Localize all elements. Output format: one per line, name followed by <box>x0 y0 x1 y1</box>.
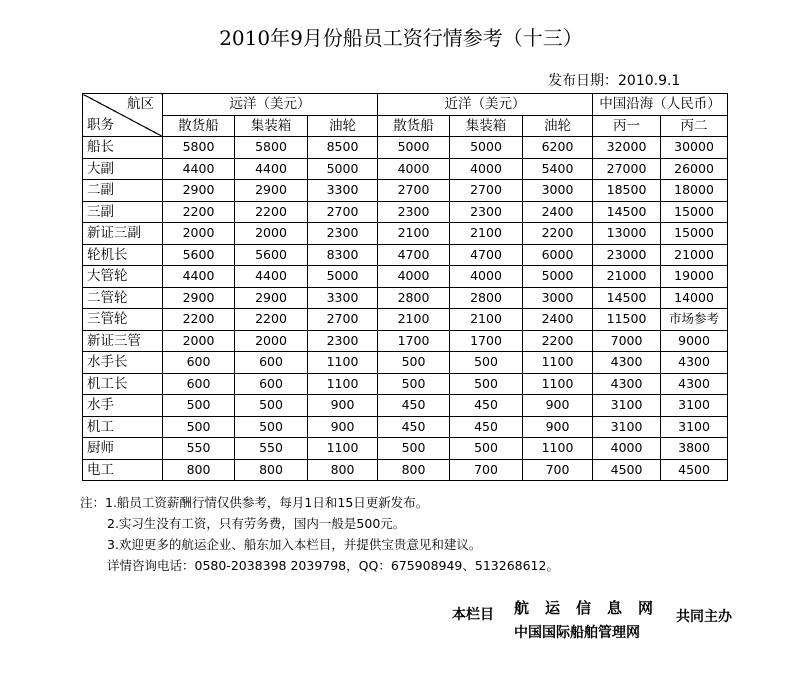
salary-cell: 14500 <box>593 201 661 223</box>
salary-cell: 900 <box>523 395 593 417</box>
salary-cell: 19000 <box>661 266 728 288</box>
salary-cell: 3100 <box>593 395 661 417</box>
salary-cell: 500 <box>163 395 235 417</box>
salary-cell: 4000 <box>450 266 523 288</box>
salary-cell: 1100 <box>523 373 593 395</box>
table-row <box>83 266 728 288</box>
salary-cell: 3300 <box>308 180 378 202</box>
role-cell: 二管轮 <box>83 287 163 309</box>
role-cell: 机工长 <box>83 373 163 395</box>
salary-cell: 8500 <box>308 137 378 159</box>
role-cell: 厨师 <box>83 438 163 460</box>
table-row <box>83 201 728 223</box>
role-cell: 水手 <box>83 395 163 417</box>
corner-header-cell <box>83 94 163 137</box>
salary-cell: 4000 <box>378 158 450 180</box>
salary-cell: 2700 <box>308 201 378 223</box>
salary-cell: 4300 <box>593 352 661 374</box>
salary-cell: 4000 <box>593 438 661 460</box>
salary-cell: 32000 <box>593 137 661 159</box>
salary-cell: 500 <box>450 373 523 395</box>
table-row <box>83 416 728 438</box>
salary-cell: 8300 <box>308 244 378 266</box>
salary-cell: 1700 <box>378 330 450 352</box>
salary-cell: 2000 <box>235 330 308 352</box>
salary-cell: 4400 <box>235 266 308 288</box>
subheader-cell: 油轮 <box>308 115 378 137</box>
salary-cell: 11500 <box>593 309 661 331</box>
table-row <box>83 287 728 309</box>
salary-cell: 15000 <box>661 201 728 223</box>
salary-cell: 2000 <box>235 223 308 245</box>
subheader-cell: 丙一 <box>593 115 661 137</box>
salary-cell: 2100 <box>450 223 523 245</box>
salary-cell: 2900 <box>235 287 308 309</box>
salary-cell: 30000 <box>661 137 728 159</box>
salary-cell: 800 <box>308 459 378 481</box>
salary-cell: 2400 <box>523 201 593 223</box>
table-row <box>83 158 728 180</box>
salary-cell: 5800 <box>163 137 235 159</box>
salary-cell: 3000 <box>523 180 593 202</box>
salary-cell: 3100 <box>661 416 728 438</box>
salary-cell: 500 <box>235 416 308 438</box>
salary-cell: 900 <box>308 395 378 417</box>
salary-cell: 2200 <box>235 201 308 223</box>
role-cell: 电工 <box>83 459 163 481</box>
salary-cell: 1100 <box>523 438 593 460</box>
salary-cell: 15000 <box>661 223 728 245</box>
salary-cell: 7000 <box>593 330 661 352</box>
salary-cell: 6000 <box>523 244 593 266</box>
role-cell: 轮机长 <box>83 244 163 266</box>
signature-org-1: 航运信息网 <box>514 599 670 617</box>
table-row <box>83 373 728 395</box>
role-cell: 新证三管 <box>83 330 163 352</box>
salary-cell: 2800 <box>450 287 523 309</box>
group-header-nearsea: 近洋（美元） <box>378 94 593 116</box>
signature-prefix: 本栏目 <box>452 607 494 623</box>
group-header-ocean: 远洋（美元） <box>163 94 378 116</box>
publish-date: 发布日期：2010.9.1 <box>548 73 681 89</box>
salary-cell: 2100 <box>378 223 450 245</box>
role-cell: 水手长 <box>83 352 163 374</box>
group-header-coastal: 中国沿海（人民币） <box>593 94 728 116</box>
salary-cell: 1100 <box>308 438 378 460</box>
salary-cell: 600 <box>235 352 308 374</box>
page-title: 2010年9月份船员工资行情参考（十三） <box>219 26 583 50</box>
role-cell: 机工 <box>83 416 163 438</box>
salary-cell: 6200 <box>523 137 593 159</box>
notes <box>80 492 559 576</box>
salary-cell: 500 <box>235 395 308 417</box>
salary-cell: 4300 <box>593 373 661 395</box>
salary-cell: 600 <box>163 352 235 374</box>
role-cell: 大副 <box>83 158 163 180</box>
salary-cell: 2300 <box>450 201 523 223</box>
salary-cell: 27000 <box>593 158 661 180</box>
salary-cell: 14000 <box>661 287 728 309</box>
role-cell: 新证三副 <box>83 223 163 245</box>
salary-table <box>82 93 728 481</box>
role-cell: 船长 <box>83 137 163 159</box>
table-row <box>83 309 728 331</box>
salary-cell: 2200 <box>523 330 593 352</box>
salary-cell: 2200 <box>523 223 593 245</box>
salary-cell: 3100 <box>661 395 728 417</box>
salary-cell: 2200 <box>235 309 308 331</box>
salary-cell: 2200 <box>163 309 235 331</box>
salary-cell: 5000 <box>378 137 450 159</box>
salary-cell: 5000 <box>308 158 378 180</box>
salary-cell: 3800 <box>661 438 728 460</box>
salary-cell: 500 <box>378 352 450 374</box>
salary-cell: 2000 <box>163 223 235 245</box>
subheader-cell: 集装箱 <box>235 115 308 137</box>
corner-header-region: 航区 <box>127 96 154 112</box>
salary-cell: 450 <box>378 395 450 417</box>
salary-cell: 2000 <box>163 330 235 352</box>
salary-cell: 2200 <box>163 201 235 223</box>
salary-cell: 5000 <box>523 266 593 288</box>
table-group-header-row <box>83 94 728 116</box>
salary-cell: 550 <box>235 438 308 460</box>
salary-cell: 3300 <box>308 287 378 309</box>
salary-cell: 18500 <box>593 180 661 202</box>
salary-cell: 4000 <box>378 266 450 288</box>
salary-cell: 23000 <box>593 244 661 266</box>
salary-cell: 500 <box>378 438 450 460</box>
salary-cell: 4000 <box>450 158 523 180</box>
salary-cell: 2700 <box>450 180 523 202</box>
subheader-cell: 散货船 <box>163 115 235 137</box>
salary-cell: 4400 <box>235 158 308 180</box>
table-subheader-row <box>83 115 728 137</box>
salary-cell: 1700 <box>450 330 523 352</box>
salary-cell: 5600 <box>235 244 308 266</box>
role-cell: 三副 <box>83 201 163 223</box>
salary-cell: 2900 <box>235 180 308 202</box>
salary-cell: 600 <box>163 373 235 395</box>
salary-cell: 1100 <box>308 373 378 395</box>
role-cell: 大管轮 <box>83 266 163 288</box>
salary-cell: 2100 <box>450 309 523 331</box>
table-row <box>83 459 728 481</box>
table-row <box>83 244 728 266</box>
salary-cell: 450 <box>378 416 450 438</box>
salary-cell: 4300 <box>661 373 728 395</box>
subheader-cell: 集装箱 <box>450 115 523 137</box>
signature-suffix: 共同主办 <box>676 609 732 625</box>
table-row <box>83 395 728 417</box>
salary-cell: 4700 <box>378 244 450 266</box>
salary-cell: 500 <box>163 416 235 438</box>
salary-cell: 700 <box>450 459 523 481</box>
table-row <box>83 352 728 374</box>
salary-cell: 1100 <box>308 352 378 374</box>
salary-cell: 900 <box>308 416 378 438</box>
salary-cell: 3100 <box>593 416 661 438</box>
salary-cell: 500 <box>450 438 523 460</box>
table-row <box>83 180 728 202</box>
note-line: 2.实习生没有工资，只有劳务费，国内一般是500元。 <box>107 516 406 531</box>
salary-cell: 2300 <box>308 330 378 352</box>
salary-cell: 2400 <box>523 309 593 331</box>
salary-cell: 500 <box>378 373 450 395</box>
salary-cell: 4400 <box>163 158 235 180</box>
salary-cell: 550 <box>163 438 235 460</box>
salary-cell: 3000 <box>523 287 593 309</box>
salary-cell: 4500 <box>593 459 661 481</box>
salary-cell: 4700 <box>450 244 523 266</box>
salary-cell: 900 <box>523 416 593 438</box>
salary-cell: 21000 <box>593 266 661 288</box>
salary-cell: 26000 <box>661 158 728 180</box>
salary-cell: 4400 <box>163 266 235 288</box>
salary-cell: 21000 <box>661 244 728 266</box>
salary-cell: 4300 <box>661 352 728 374</box>
salary-cell: 5800 <box>235 137 308 159</box>
table-row <box>83 137 728 159</box>
salary-cell: 2300 <box>308 223 378 245</box>
salary-cell: 18000 <box>661 180 728 202</box>
salary-cell: 9000 <box>661 330 728 352</box>
salary-cell: 1100 <box>523 352 593 374</box>
role-cell: 三管轮 <box>83 309 163 331</box>
salary-cell: 2900 <box>163 180 235 202</box>
note-line: 3.欢迎更多的航运企业、船东加入本栏目，并提供宝贵意见和建议。 <box>107 537 482 552</box>
subheader-cell: 散货船 <box>378 115 450 137</box>
table-row <box>83 223 728 245</box>
salary-cell: 2700 <box>378 180 450 202</box>
salary-cell: 600 <box>235 373 308 395</box>
table-row <box>83 438 728 460</box>
salary-cell: 13000 <box>593 223 661 245</box>
salary-cell: 450 <box>450 395 523 417</box>
salary-cell: 800 <box>235 459 308 481</box>
corner-header-role: 职务 <box>87 117 114 133</box>
salary-cell: 2700 <box>308 309 378 331</box>
salary-cell: 5600 <box>163 244 235 266</box>
subheader-cell: 油轮 <box>523 115 593 137</box>
salary-cell: 2800 <box>378 287 450 309</box>
note-line: 注：1.船员工资薪酬行情仅供参考，每月1日和15日更新发布。 <box>80 495 429 510</box>
salary-cell: 800 <box>163 459 235 481</box>
salary-cell: 4500 <box>661 459 728 481</box>
salary-cell: 市场参考 <box>661 309 728 331</box>
salary-cell: 450 <box>450 416 523 438</box>
table-row <box>83 330 728 352</box>
salary-cell: 14500 <box>593 287 661 309</box>
salary-cell: 2300 <box>378 201 450 223</box>
salary-cell: 2100 <box>378 309 450 331</box>
role-cell: 二副 <box>83 180 163 202</box>
salary-cell: 5000 <box>308 266 378 288</box>
signature-org-2: 中国国际船舶管理网 <box>514 625 640 641</box>
salary-cell: 5400 <box>523 158 593 180</box>
salary-cell: 800 <box>378 459 450 481</box>
salary-cell: 5000 <box>450 137 523 159</box>
salary-cell: 700 <box>523 459 593 481</box>
salary-cell: 2900 <box>163 287 235 309</box>
salary-cell: 500 <box>450 352 523 374</box>
note-line: 详情咨询电话：0580-2038398 2039798，QQ：675908949、513268612。 <box>107 558 559 573</box>
subheader-cell: 丙二 <box>661 115 728 137</box>
